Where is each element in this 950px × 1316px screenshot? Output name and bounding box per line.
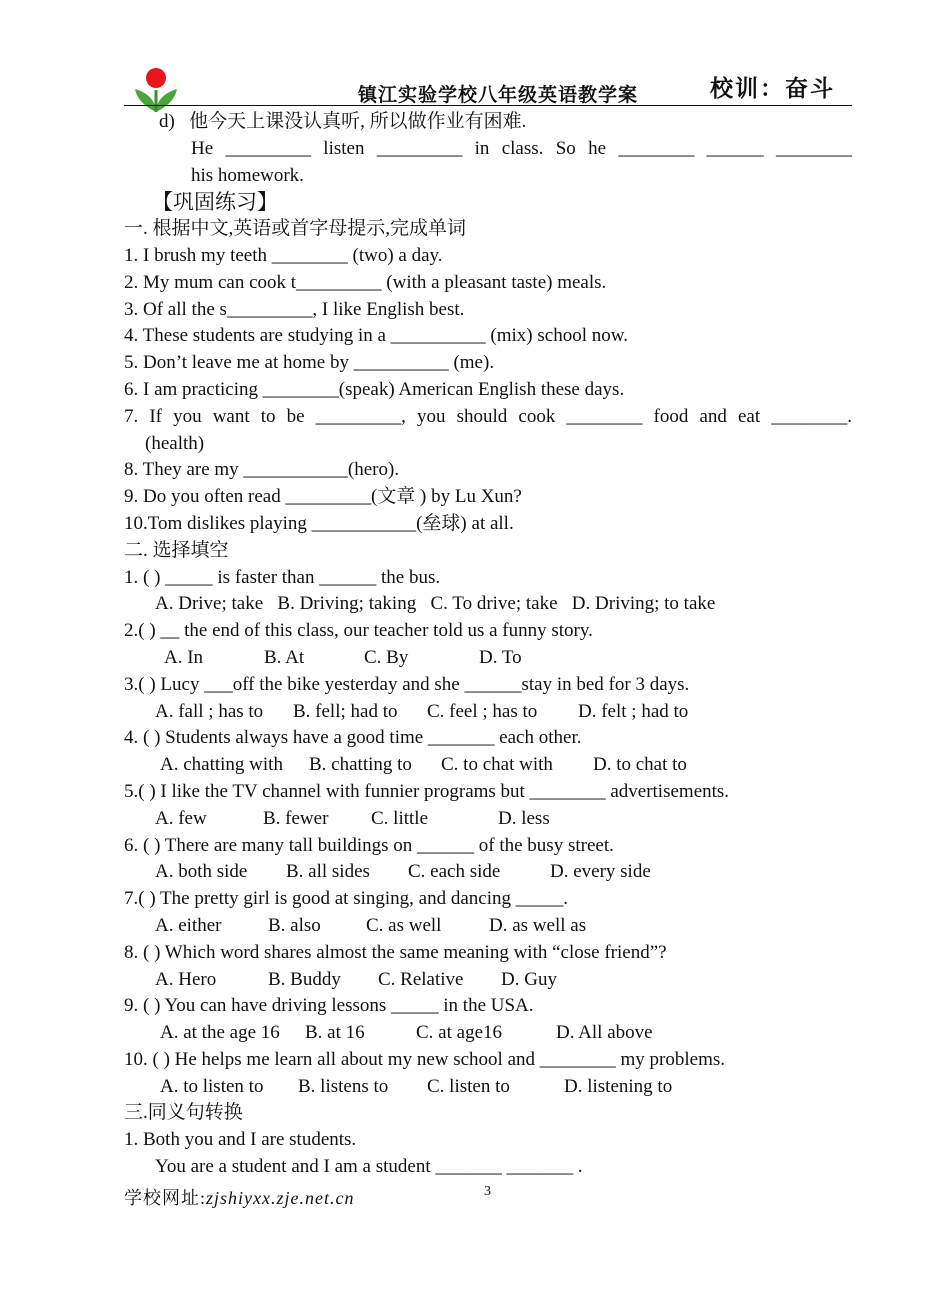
header-divider — [124, 105, 852, 106]
question-options — [124, 591, 852, 618]
part-d-english-line2: his homework. — [191, 164, 304, 186]
page-footer — [124, 1184, 852, 1208]
question-options — [124, 699, 852, 726]
option-b: B. Driving; taking — [277, 593, 417, 615]
option-b: B. Buddy — [268, 968, 341, 990]
part-d-chinese: d) 他今天上课没认真听, 所以做作业有困难. — [159, 111, 527, 132]
option-a: A. at the age 16 — [160, 1022, 280, 1044]
option-c: C. feel ; has to — [427, 700, 538, 722]
question-stem: 4. ( ) Students always have a good time _______ each other. — [124, 727, 582, 749]
question-options — [124, 859, 852, 886]
option-c: C. to chat with — [441, 754, 553, 776]
option-a: A. both side — [155, 861, 248, 883]
section1-item: 4. These students are studying in a __________ (mix) school now. — [124, 325, 628, 347]
section1-item: 8. They are my ___________(hero). — [124, 459, 400, 481]
option-b: B. fewer — [263, 807, 329, 829]
worksheet-body — [124, 109, 852, 1181]
question-options — [124, 913, 852, 940]
option-c: C. By — [364, 646, 409, 668]
part-d-english-line1: He _________ listen _________ in class. So he ________ ______ ________ — [191, 137, 852, 159]
question-stem: 10. ( ) He helps me learn all about my new school and ________ my problems. — [124, 1048, 726, 1070]
option-a: A. In — [164, 646, 204, 668]
option-d: D. All above — [556, 1022, 653, 1044]
question-stem: 7.( ) The pretty girl is good at singing, and dancing _____. — [124, 888, 568, 910]
option-b: B. chatting to — [309, 754, 412, 776]
question-options — [124, 1020, 852, 1047]
option-c: C. little — [371, 807, 428, 829]
section3-question: 1. Both you and I are students. — [124, 1129, 357, 1151]
section1-item: 2. My mum can cook t_________ (with a pleasant taste) meals. — [124, 271, 607, 293]
section1-item: 3. Of all the s_________, I like English best. — [124, 298, 465, 320]
option-a: A. either — [155, 914, 222, 936]
option-d: D. Driving; to take — [571, 593, 716, 615]
school-title: 镇江实验学校八年级英语教学案 — [358, 84, 639, 106]
option-b: B. At — [264, 646, 305, 668]
option-b: B. listens to — [298, 1075, 389, 1097]
question-stem: 5.( ) I like the TV channel with funnier programs but ________ advertisements. — [124, 780, 730, 802]
option-d: D. listening to — [564, 1075, 673, 1097]
option-b: B. all sides — [286, 861, 370, 883]
section2-heading: 二. 选择填空 — [124, 539, 229, 561]
page-number: 3 — [484, 1184, 491, 1199]
option-d: D. felt ; had to — [578, 700, 689, 722]
option-b: B. fell; had to — [293, 700, 398, 722]
option-d: D. Guy — [501, 968, 557, 990]
consolidation-heading: 【巩固练习】 — [152, 190, 278, 215]
option-d: D. to chat to — [593, 754, 687, 776]
option-a: A. fall ; has to — [155, 700, 264, 722]
section1-item: 5. Don’t leave me at home by __________ (me). — [124, 352, 495, 374]
school-logo-icon — [132, 66, 180, 114]
section1-heading: 一. 根据中文,英语或首字母提示,完成单词 — [124, 218, 467, 240]
school-website — [124, 1184, 354, 1210]
question-options — [124, 967, 852, 994]
option-c: C. as well — [366, 914, 442, 936]
section1-item: 10.Tom dislikes playing ___________(垒球) at all. — [124, 512, 514, 534]
section1-item: 7. If you want to be _________, you should cook ________ food and eat ________. — [124, 405, 852, 427]
question-stem: 6. ( ) There are many tall buildings on ______ of the busy street. — [124, 834, 614, 856]
option-a: A. chatting with — [160, 754, 283, 776]
question-options — [124, 645, 852, 672]
section1-item: 6. I am practicing ________(speak) American English these days. — [124, 378, 625, 400]
question-options — [124, 1074, 852, 1101]
section1-item-continued: (health) — [145, 432, 205, 454]
option-c: C. each side — [408, 861, 501, 883]
option-c: C. Relative — [378, 968, 464, 990]
school-motto: 校训：奋斗 — [710, 76, 835, 102]
section3-heading: 三.同义句转换 — [124, 1102, 243, 1124]
option-d: D. To — [479, 646, 522, 668]
question-options — [124, 806, 852, 833]
option-c: C. listen to — [427, 1075, 510, 1097]
option-c: C. at age16 — [416, 1022, 503, 1044]
option-c: C. To drive; take — [430, 593, 558, 615]
section1-item: 1. I brush my teeth ________ (two) a day. — [124, 244, 443, 266]
question-stem: 9. ( ) You can have driving lessons _____ in the USA. — [124, 995, 534, 1017]
website-url: zjshiyxx.zje.net.cn — [206, 1188, 355, 1208]
option-d: D. as well as — [489, 914, 587, 936]
section3-answer-line: You are a student and I am a student _______ _______ . — [155, 1156, 583, 1178]
question-stem: 2.( ) __ the end of this class, our teacher told us a funny story. — [124, 620, 593, 642]
question-stem: 1. ( ) _____ is faster than ______ the bus. — [124, 566, 441, 588]
section1-item: 9. Do you often read _________(文章 ) by Lu Xun? — [124, 486, 522, 508]
option-d: D. less — [498, 807, 550, 829]
option-d: D. every side — [550, 861, 651, 883]
question-options — [124, 752, 852, 779]
page-header — [124, 62, 852, 106]
question-stem: 3.( ) Lucy ___off the bike yesterday and she ______stay in bed for 3 days. — [124, 673, 690, 695]
website-label: 学校网址: — [124, 1188, 207, 1208]
option-a: A. Drive; take — [155, 593, 264, 615]
option-a: A. to listen to — [160, 1075, 264, 1097]
option-b: B. also — [268, 914, 321, 936]
question-stem: 8. ( ) Which word shares almost the same meaning with “close friend”? — [124, 941, 667, 963]
option-a: A. few — [155, 807, 207, 829]
option-b: B. at 16 — [305, 1022, 365, 1044]
option-a: A. Hero — [155, 968, 217, 990]
